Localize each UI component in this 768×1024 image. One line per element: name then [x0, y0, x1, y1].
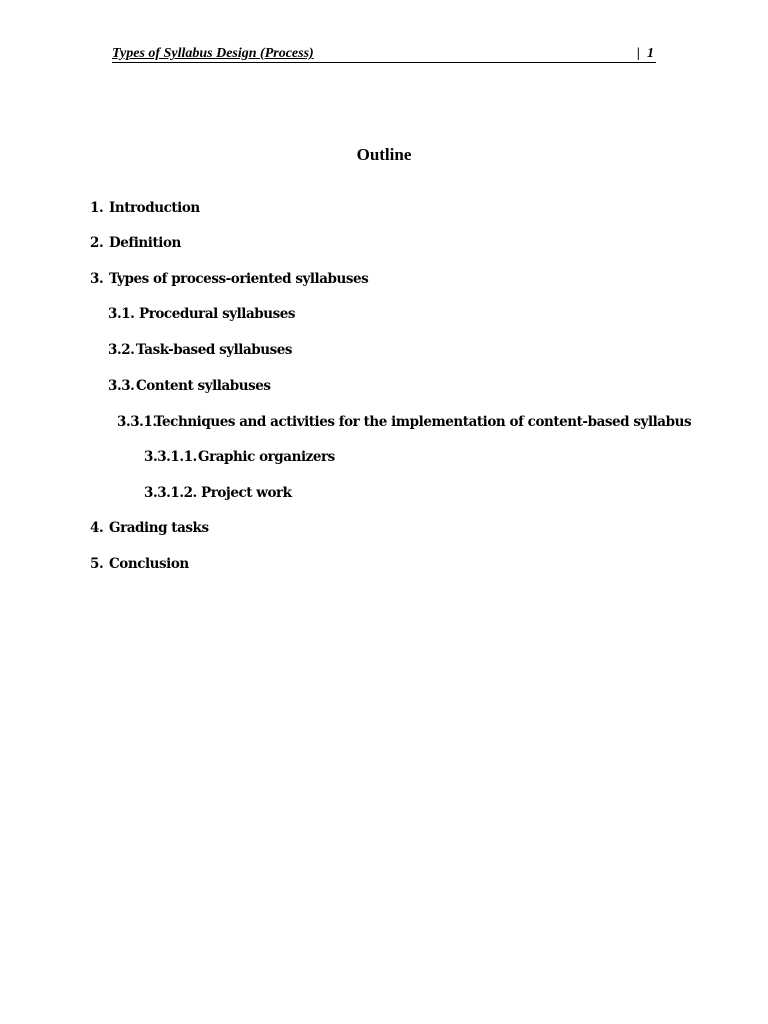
header-title: Types of Syllabus Design (Process) [112, 46, 314, 61]
outline-item-3-1 [108, 305, 295, 323]
outline-item-text: Graphic organizers [198, 449, 335, 465]
header-page-number: | 1 [636, 46, 654, 61]
outline-item-text: Techniques and activities for the implementation of content-based syllabus [154, 414, 692, 430]
outline-item-4 [90, 519, 209, 537]
outline-item-1 [90, 199, 200, 217]
outline-item-text: Types of process-oriented syllabuses [109, 271, 369, 287]
outline-item-text: Content syllabuses [136, 378, 271, 394]
outline-item-number: 3.3.1.1. [144, 449, 197, 465]
outline-item-3-3-1-2 [144, 484, 292, 502]
outline-item-text: Definition [109, 235, 181, 251]
outline-item-5 [90, 555, 189, 573]
outline-item-2 [90, 234, 181, 252]
outline-item-text: Introduction [109, 200, 200, 216]
outline-item-number: 3.2. [108, 342, 135, 358]
outline-item-3-3-1 [117, 413, 691, 431]
outline-item-3-3-1-1 [144, 448, 335, 466]
page-header [112, 46, 656, 63]
outline-item-text: Grading tasks [109, 520, 209, 536]
outline-item-number: 4. [90, 520, 104, 536]
outline-title: Outline [356, 145, 412, 164]
outline-item-3-3 [108, 377, 271, 395]
outline-item-number: 3.1. [108, 306, 135, 322]
outline-item-number: 5. [90, 556, 104, 572]
outline-item-number: 3.3.1. [117, 414, 157, 430]
outline-item-text: Task-based syllabuses [136, 342, 293, 358]
outline-item-number: 3. [90, 271, 104, 287]
outline-item-text: Project work [201, 485, 292, 501]
outline-item-3 [90, 270, 368, 288]
outline-item-text: Conclusion [109, 556, 189, 572]
outline-item-number: 3.3. [108, 378, 135, 394]
outline-item-text: Procedural syllabuses [139, 306, 296, 322]
outline-item-3-2 [108, 341, 292, 359]
outline-item-number: 2. [90, 235, 104, 251]
outline-item-number: 1. [90, 200, 104, 216]
outline-item-number: 3.3.1.2. [144, 485, 197, 501]
